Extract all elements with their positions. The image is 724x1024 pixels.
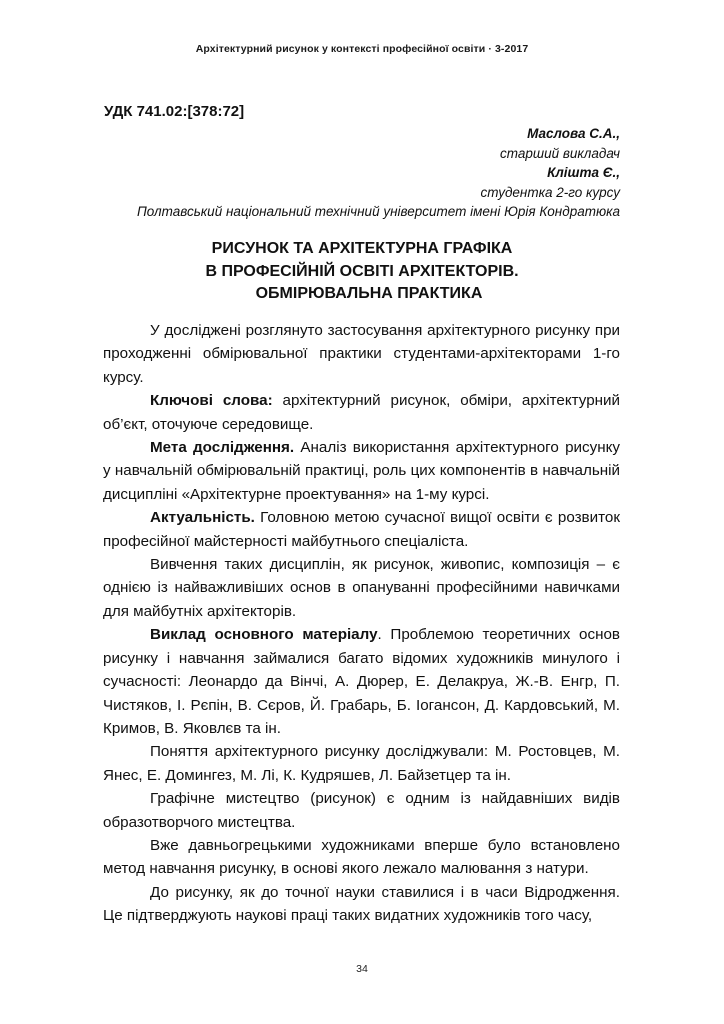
- title-line: В ПРОФЕСІЙНІЙ ОСВІТІ АРХІТЕКТОРІВ.: [205, 262, 519, 280]
- title-line: РИСУНОК ТА АРХІТЕКТУРНА ГРАФІКА: [211, 240, 513, 257]
- article-body: [103, 319, 620, 928]
- keywords-paragraph: Ключові слова: архітектурний рисунок, обміри, архітектурний об’єкт, оточуюче середовище.: [103, 392, 620, 433]
- body-paragraph: Вивчення таких дисциплін, як рисунок, живопис, композиція – є однією із найважливіших основ в опануванні професійними навичками для майбутніх архітекторів.: [103, 556, 620, 620]
- title-line: ОБМІРЮВАЛЬНА ПРАКТИКА: [255, 285, 483, 302]
- paragraph-lead: Актуальність.: [150, 509, 255, 527]
- author-name: Клішта Є.,: [547, 165, 620, 180]
- page-number: 34: [356, 963, 368, 975]
- running-header: Архітектурний рисунок у контексті професійної освіти · 3-2017: [195, 43, 529, 55]
- abstract-paragraph: У досліджені розглянуто застосування архітектурного рисунку при проходженні обмірювальної практики студентами-архітекторами 1-го курсу.: [103, 322, 620, 386]
- author-name: Маслова С.А.,: [527, 126, 620, 141]
- relevance-paragraph: Актуальність. Головною метою сучасної вищої освіти є розвиток професійної майстерності майбутнього спеціаліста.: [103, 509, 620, 550]
- author-role: старший викладач: [500, 145, 620, 161]
- body-paragraph: Поняття архітектурного рисунку досліджували: М. Ростовцев, М. Янес, Е. Домингез, М. Лі, К. Кудряшев, Л. Байзетцер та ін.: [103, 743, 620, 784]
- main-material-paragraph: Виклад основного матеріалу. Проблемою теоретичних основ рисунку і навчання займалися багато відомих художників минулого і сучасності: Леонардо да Вінчі, А. Дюрер, Е. Делакруа, Ж.-В. Енгр, П. Чистяков, І. Рєпін, В. Сєров, Й. Грабарь, Б. Іогансон, Д. Кардовський, М. Кримов, В. Яковлєв та ін.: [103, 626, 620, 737]
- article-title: [0, 238, 724, 306]
- paragraph-lead: Мета дослідження.: [150, 439, 295, 457]
- udk-code: УДК 741.02:[378:72]: [104, 103, 245, 120]
- author-block: [137, 124, 620, 222]
- body-paragraph: До рисунку, як до точної науки ставилися і в часи Відродження. Це підтверджують наукові праці таких видатних художників того часу,: [103, 883, 620, 925]
- body-paragraph: Вже давньогрецькими художниками вперше було встановлено метод навчання рисунку, в основі якого лежало малювання з натури.: [103, 836, 620, 878]
- body-paragraph: Графічне мистецтво (рисунок) є одним із найдавніших видів образотворчого мистецтва.: [103, 790, 620, 831]
- author-role: студентка 2-го курсу: [480, 184, 620, 200]
- goal-paragraph: Мета дослідження. Аналіз використання архітектурного рисунку у навчальній обмірювальній практиці, роль цих компонентів в навчальній дисципліні «Архітектурне проектування» на 1-му курсі.: [103, 439, 620, 503]
- paragraph-lead: Виклад основного матеріалу: [150, 626, 378, 644]
- paragraph-lead: Ключові слова:: [150, 392, 273, 410]
- affiliation: Полтавський національний технічний університет імені Юрія Кондратюка: [137, 204, 620, 219]
